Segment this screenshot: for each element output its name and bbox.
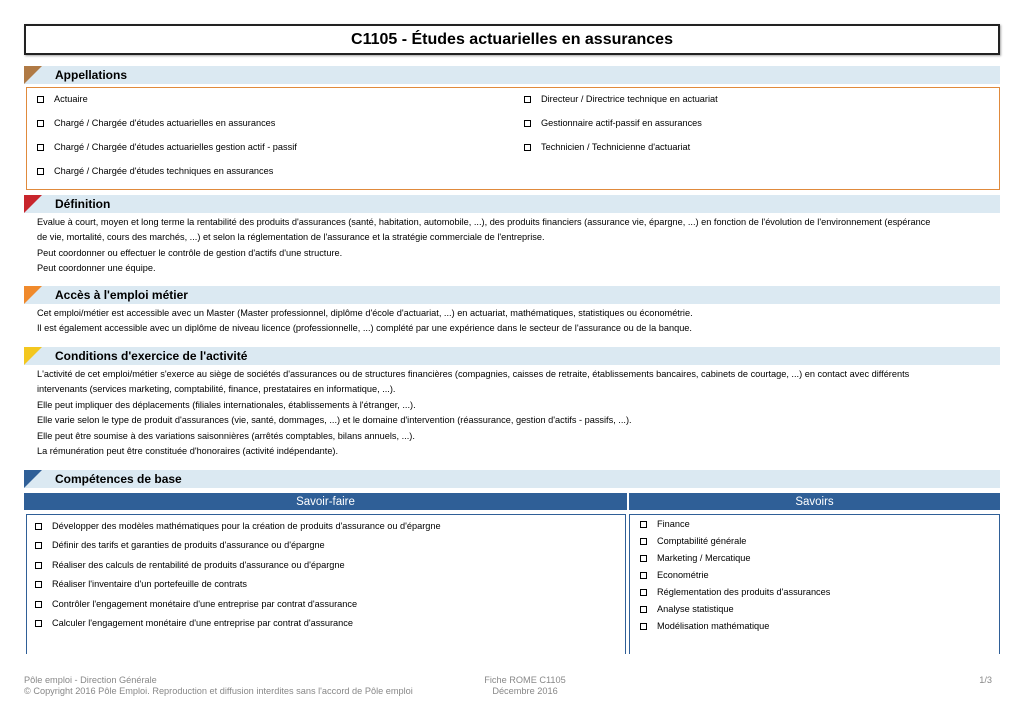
checkbox-icon <box>524 120 531 127</box>
section-title: Conditions d'exercice de l'activité <box>55 349 248 363</box>
section-title: Compétences de base <box>55 472 182 486</box>
text-line: Il est également accessible avec un diplôme de niveau licence (professionnelle, ...) complété par une expérience dans le secteur de l'assurance ou de la banque. <box>37 323 692 334</box>
checkbox-icon <box>37 120 44 127</box>
text-line: Elle peut être soumise à des variations saisonnières (arrêtés comptables, bilans annuels, ...). <box>37 430 415 441</box>
checkbox-icon <box>37 144 44 151</box>
savoir-faire-header: Savoir-faire <box>24 493 627 510</box>
list-item: Réglementation des produits d'assurances <box>640 587 830 597</box>
checkbox-icon <box>35 542 42 549</box>
checkbox-icon <box>35 523 42 530</box>
conditions-text <box>37 367 987 459</box>
list-item: Chargé / Chargée d'études actuarielles gestion actif - passif <box>37 142 297 152</box>
checkbox-icon <box>37 96 44 103</box>
section-title: Appellations <box>55 68 128 82</box>
list-item: Réaliser l'inventaire d'un portefeuille de contrats <box>35 579 247 589</box>
savoirs-box <box>629 514 1000 654</box>
list-item: Chargé / Chargée d'études techniques en assurances <box>37 166 273 176</box>
text-line: La rémunération peut être constituée d'honoraires (activité indépendante). <box>37 446 339 457</box>
checkbox-icon <box>37 168 44 175</box>
list-item: Modélisation mathématique <box>640 621 769 631</box>
list-item: Technicien / Technicienne d'actuariat <box>524 142 690 152</box>
footer-copyright: © Copyright 2016 Pôle Emploi. Reproduction et diffusion interdites sans l'accord de Pôle emploi <box>24 686 413 696</box>
checkbox-icon <box>35 601 42 608</box>
list-item: Définir des tarifs et garanties de produits d'assurance ou d'épargne <box>35 540 325 550</box>
checkbox-icon <box>640 555 647 562</box>
checkbox-icon <box>640 521 647 528</box>
footer-fiche: Fiche ROME C1105 <box>484 675 566 685</box>
text-line: Peut coordonner ou effectuer le contrôle de gestion d'actifs d'une structure. <box>37 247 343 258</box>
list-item: Comptabilité générale <box>640 536 746 546</box>
text-line: Cet emploi/métier est accessible avec un Master (Master professionnel, diplôme d'école d'actuariat, ...) en actuariat, mathématiques, statistiques ou économétrie. <box>37 308 693 318</box>
section-header-definition <box>24 195 1000 213</box>
checkbox-icon <box>35 620 42 627</box>
section-header-appellations <box>24 66 1000 84</box>
text-line: L'activité de cet emploi/métier s'exerce au siège de sociétés d'assurances ou de structures financières (compagnies, caisses de retraite, établissements bancaires, cabinets de courtage, ...) en contact avec différents <box>37 369 910 379</box>
footer-org: Pôle emploi - Direction Générale <box>24 675 157 685</box>
text-line: Elle peut impliquer des déplacements (filiales internationales, établissements à l'étranger, ...). <box>37 399 416 410</box>
list-item: Gestionnaire actif-passif en assurances <box>524 118 702 128</box>
text-line: de vie, mortalité, cours des marchés, ...) et selon la réglementation de l'assurance et la stratégie commerciale de l'entreprise. <box>37 232 545 243</box>
checkbox-icon <box>35 581 42 588</box>
list-item: Directeur / Directrice technique en actuariat <box>524 94 718 104</box>
section-title: Accès à l'emploi métier <box>55 288 188 302</box>
text-line: intervenants (services marketing, comptabilité, finance, prestataires en informatique, ...). <box>37 384 396 395</box>
list-item: Développer des modèles mathématiques pour la création de produits d'assurance ou d'épargne <box>35 521 441 531</box>
checkbox-icon <box>35 562 42 569</box>
list-item: Réaliser des calculs de rentabilité de produits d'assurance ou d'épargne <box>35 560 345 570</box>
corner-triangle-icon <box>24 195 42 213</box>
text-line: Evalue à court, moyen et long terme la rentabilité des produits d'assurances (santé, habitation, automobile, ...), des produits financiers (assurance vie, épargne, ...) en fonction de l'évolution de l'environnement (espérance <box>37 217 931 227</box>
checkbox-icon <box>524 144 531 151</box>
footer-left <box>24 675 413 697</box>
acces-text <box>37 306 987 337</box>
checkbox-icon <box>640 589 647 596</box>
list-item: Marketing / Mercatique <box>640 553 750 563</box>
list-item: Econométrie <box>640 570 709 580</box>
appellations-box <box>26 87 1000 190</box>
list-item: Finance <box>640 519 690 529</box>
checkbox-icon <box>524 96 531 103</box>
list-item: Analyse statistique <box>640 604 734 614</box>
section-header-conditions <box>24 347 1000 365</box>
savoir-faire-box <box>26 514 626 654</box>
corner-triangle-icon <box>24 347 42 365</box>
section-header-competences <box>24 470 1000 488</box>
footer-center <box>440 675 610 697</box>
list-item: Chargé / Chargée d'études actuarielles en assurances <box>37 118 275 128</box>
corner-triangle-icon <box>24 66 42 84</box>
checkbox-icon <box>640 606 647 613</box>
page-title: C1105 - Études actuarielles en assurances <box>24 24 1000 55</box>
savoirs-header: Savoirs <box>629 493 1000 510</box>
footer-date: Décembre 2016 <box>492 686 558 696</box>
corner-triangle-icon <box>24 470 42 488</box>
checkbox-icon <box>640 623 647 630</box>
list-item: Calculer l'engagement monétaire d'une entreprise par contrat d'assurance <box>35 618 353 628</box>
corner-triangle-icon <box>24 286 42 304</box>
list-item: Contrôler l'engagement monétaire d'une entreprise par contrat d'assurance <box>35 599 357 609</box>
page-number: 1/3 <box>979 675 992 685</box>
section-header-acces <box>24 286 1000 304</box>
definition-text <box>37 215 987 277</box>
section-title: Définition <box>55 197 111 211</box>
checkbox-icon <box>640 538 647 545</box>
checkbox-icon <box>640 572 647 579</box>
list-item: Actuaire <box>37 94 88 104</box>
text-line: Peut coordonner une équipe. <box>37 263 156 274</box>
text-line: Elle varie selon le type de produit d'assurances (vie, santé, dommages, ...) et le domaine d'intervention (réassurance, gestion d'actifs - passifs, ...). <box>37 415 632 426</box>
